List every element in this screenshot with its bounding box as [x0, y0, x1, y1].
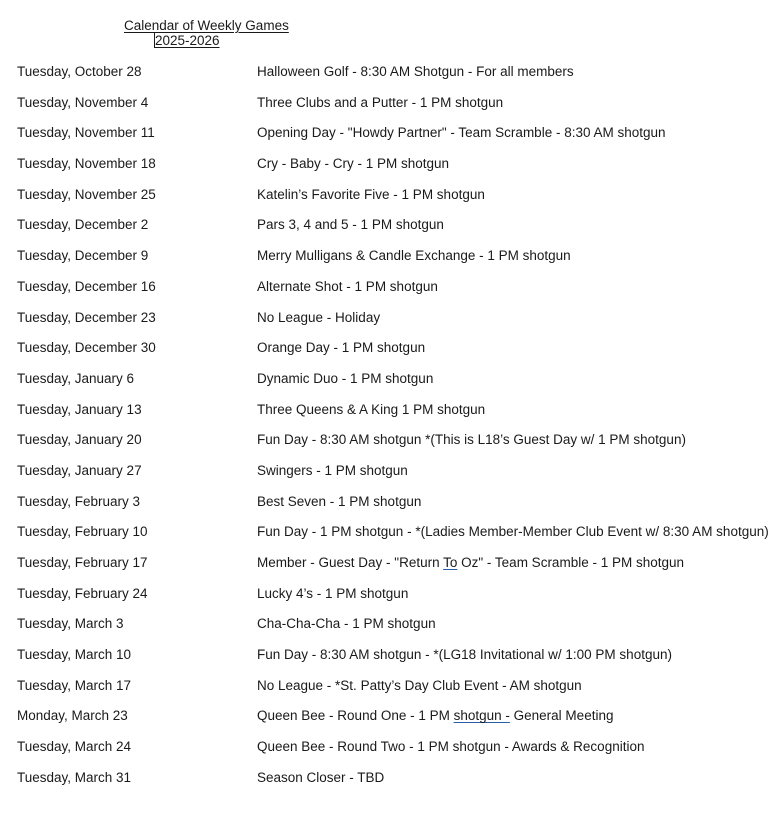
- game-event: Cha-Cha-Cha - 1 PM shotgun: [257, 616, 436, 632]
- game-date: Tuesday, March 31: [17, 769, 132, 785]
- game-event: Fun Day - 8:30 AM shotgun - *(LG18 Invitational w/ 1:00 PM shotgun): [257, 647, 672, 663]
- schedule-row: [17, 614, 777, 645]
- game-date: Tuesday, February 17: [17, 555, 148, 570]
- game-event: Katelin’s Favorite Five - 1 PM shotgun: [257, 186, 485, 202]
- game-date: Tuesday, December 9: [17, 248, 149, 264]
- schedule-row: [17, 430, 777, 461]
- game-date: Tuesday, November 25: [17, 186, 156, 202]
- schedule-row: [17, 676, 777, 707]
- schedule-row: [17, 338, 777, 369]
- spellcheck-underlined-text: To: [443, 555, 458, 570]
- schedule-row: [17, 706, 777, 737]
- game-event: Season Closer - TBD: [257, 769, 385, 785]
- schedule-row: [17, 584, 777, 615]
- schedule-row: [17, 768, 777, 799]
- game-date: Tuesday, February 10: [17, 524, 148, 540]
- game-event: Merry Mulligans & Candle Exchange - 1 PM shotgun: [257, 248, 571, 264]
- schedule-row: [17, 215, 777, 246]
- event-text: Oz" - Team Scramble - 1 PM shotgun: [457, 555, 685, 570]
- game-event: Dynamic Duo - 1 PM shotgun: [257, 370, 434, 386]
- game-date: Tuesday, December 30: [17, 340, 156, 356]
- game-date: Tuesday, December 16: [17, 278, 156, 294]
- game-event: Lucky 4’s - 1 PM shotgun: [257, 585, 409, 601]
- game-date: Tuesday, February 24: [17, 585, 148, 601]
- schedule-row: [17, 308, 777, 339]
- game-event: Orange Day - 1 PM shotgun: [257, 340, 426, 356]
- schedule-row: [17, 553, 777, 584]
- game-event: Halloween Golf - 8:30 AM Shotgun - For all members: [257, 64, 574, 79]
- game-event: Fun Day - 8:30 AM shotgun *(This is L18’s Guest Day w/ 1 PM shotgun): [257, 432, 686, 448]
- schedule-row: [17, 62, 777, 93]
- game-date: Tuesday, January 27: [17, 462, 142, 478]
- game-event: Pars 3, 4 and 5 - 1 PM shotgun: [257, 217, 444, 233]
- games-schedule: [17, 62, 777, 799]
- game-event: No League - *St. Patty’s Day Club Event - AM shotgun: [257, 677, 582, 693]
- schedule-row: [17, 522, 777, 553]
- game-date: Tuesday, March 17: [17, 677, 132, 693]
- game-date: Tuesday, March 3: [17, 616, 124, 632]
- game-event: [257, 553, 684, 573]
- game-event: Fun Day - 1 PM shotgun - *(Ladies Member-Member Club Event w/ 8:30 AM shotgun): [257, 524, 769, 540]
- schedule-row: [17, 246, 777, 277]
- game-event: Cry - Baby - Cry - 1 PM shotgun: [257, 156, 450, 172]
- game-date: Tuesday, March 10: [17, 647, 132, 663]
- page-title: Calendar of Weekly Games: [124, 18, 289, 33]
- event-text: Member - Guest Day - "Return: [257, 555, 444, 570]
- schedule-row: [17, 461, 777, 492]
- game-event: Opening Day - "Howdy Partner" - Team Scramble - 8:30 AM shotgun: [257, 125, 666, 141]
- schedule-row: [17, 369, 777, 400]
- schedule-row: [17, 645, 777, 676]
- schedule-row: [17, 737, 777, 768]
- game-event: [257, 706, 613, 726]
- game-event: No League - Holiday: [257, 309, 381, 325]
- game-date: Tuesday, November 4: [17, 94, 149, 110]
- schedule-row: [17, 277, 777, 308]
- spellcheck-underlined-text: shotgun -: [453, 708, 510, 724]
- game-event: Best Seven - 1 PM shotgun: [257, 493, 422, 509]
- event-text: Queen Bee - Round One - 1 PM: [257, 708, 454, 724]
- game-event: Swingers - 1 PM shotgun: [257, 462, 408, 478]
- game-date: Tuesday, December 2: [17, 217, 149, 233]
- schedule-row: [17, 185, 777, 216]
- document-header: [124, 18, 289, 48]
- schedule-row: [17, 123, 777, 154]
- game-event: Queen Bee - Round Two - 1 PM shotgun - Awards & Recognition: [257, 739, 645, 755]
- game-date: Monday, March 23: [17, 708, 128, 724]
- schedule-row: [17, 154, 777, 185]
- game-date: Tuesday, March 24: [17, 739, 132, 755]
- game-event: Alternate Shot - 1 PM shotgun: [257, 278, 438, 294]
- game-date: Tuesday, December 23: [17, 309, 156, 325]
- game-date: Tuesday, October 28: [17, 64, 142, 79]
- event-text: General Meeting: [509, 708, 614, 724]
- game-date: Tuesday, January 13: [17, 401, 142, 417]
- schedule-row: [17, 492, 777, 523]
- game-event: Three Clubs and a Putter - 1 PM shotgun: [257, 94, 504, 110]
- season-year: 2025-2026: [154, 33, 289, 48]
- game-event: Three Queens & A King 1 PM shotgun: [257, 401, 486, 417]
- game-date: Tuesday, February 3: [17, 493, 141, 509]
- schedule-row: [17, 93, 777, 124]
- game-date: Tuesday, November 18: [17, 156, 156, 172]
- schedule-row: [17, 400, 777, 431]
- game-date: Tuesday, January 6: [17, 370, 135, 386]
- game-date: Tuesday, January 20: [17, 432, 142, 448]
- game-date: Tuesday, November 11: [17, 125, 155, 141]
